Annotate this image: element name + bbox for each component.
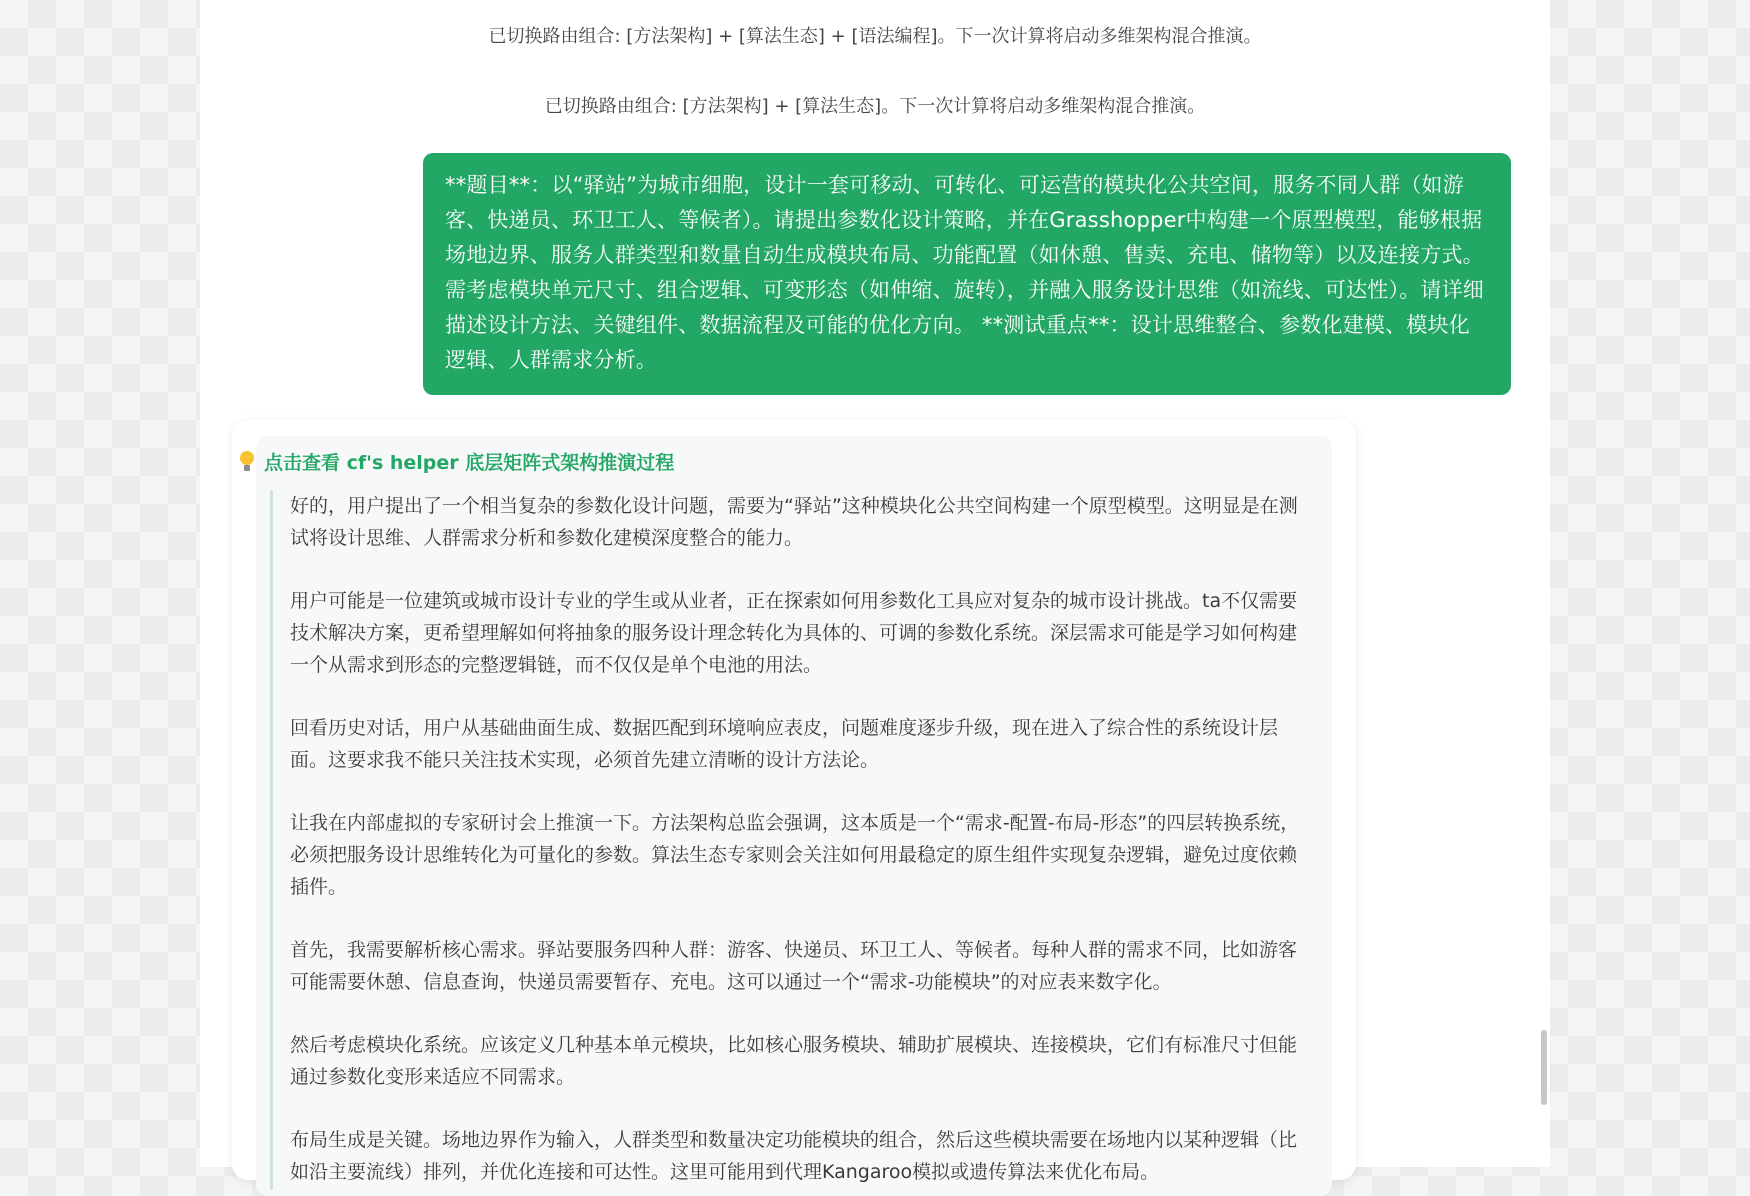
reasoning-toggle-label: 点击查看 cf's helper 底层矩阵式架构推演过程 <box>264 452 675 474</box>
reasoning-paragraph: 好的，用户提出了一个相当复杂的参数化设计问题，需要为“驿站”这种模块化公共空间构建一个原型模型。这明显是在测试将设计思维、人群需求分析和参数化建模深度整合的能力。 <box>290 495 1298 549</box>
reasoning-paragraph: 然后考虑模块化系统。应该定义几种基本单元模块，比如核心服务模块、辅助扩展模块、连接模块，它们有标准尺寸但能通过参数化变形来适应不同需求。 <box>290 1034 1298 1088</box>
reasoning-toggle[interactable] <box>240 448 674 475</box>
reasoning-paragraph: 用户可能是一位建筑或城市设计专业的学生或从业者，正在探索如何用参数化工具应对复杂的城市设计挑战。ta不仅需要技术解决方案，更希望理解如何将抽象的服务设计理念转化为具体的、可调的参数化系统。深层需求可能是学习如何构建一个从需求到形态的完整逻辑链，而不仅仅是单个电池的用法。 <box>290 590 1298 676</box>
reasoning-paragraph: 首先，我需要解析核心需求。驿站要服务四种人群：游客、快递员、环卫工人、等候者。每种人群的需求不同，比如游客可能需要休憩、信息查询，快递员需要暂存、充电。这可以通过一个“需求-功能模块”的对应表来数字化。 <box>290 939 1298 993</box>
lightbulb-icon <box>240 451 254 473</box>
system-note: 已切换路由组合: [方法架构] + [算法生态] + [语法编程]。下一次计算将启动多维架构混合推演。 <box>488 26 1262 47</box>
system-note: 已切换路由组合: [方法架构] + [算法生态]。下一次计算将启动多维架构混合推演。 <box>544 96 1206 117</box>
scrollbar-track[interactable] <box>1538 0 1548 1167</box>
user-message-bubble: **题目**：以“驿站”为城市细胞，设计一套可移动、可转化、可运营的模块化公共空间，服务不同人群（如游客、快递员、环卫工人、等候者）。请提出参数化设计策略，并在Grasshopper中构建一个原型模型，能够根据场地边界、服务人群类型和数量自动生成模块布局、功能配置（如休憩、售卖、充电、储物等）以及连接方式。需考虑模块单元尺寸、组合逻辑、可变形态（如伸缩、旋转），并融入服务设计思维（如流线、可达性）。请详细描述设计方法、关键组件、数据流程及可能的优化方向。 **测试重点**：设计思维整合、参数化建模、模块化逻辑、人群需求分析。 <box>423 153 1511 395</box>
reasoning-paragraph: 让我在内部虚拟的专家研讨会上推演一下。方法架构总监会强调，这本质是一个“需求-配置-布局-形态”的四层转换系统，必须把服务设计思维转化为可量化的参数。算法生态专家则会关注如何用最稳定的原生组件实现复杂逻辑，避免过度依赖插件。 <box>290 812 1300 898</box>
chat-panel <box>200 0 1550 1183</box>
reasoning-paragraph: 回看历史对话，用户从基础曲面生成、数据匹配到环境响应表皮，问题难度逐步升级，现在进入了综合性的系统设计层面。这要求我不能只关注技术实现，必须首先建立清晰的设计方法论。 <box>290 717 1279 771</box>
reasoning-paragraph: 布局生成是关键。场地边界作为输入，人群类型和数量决定功能模块的组合，然后这些模块需要在场地内以某种逻辑（比如沿主要流线）排列，并优化连接和可达性。这里可能用到代理Kangaroo模拟或遗传算法来优化布局。 <box>290 1129 1298 1183</box>
scrollbar-thumb[interactable] <box>1541 1030 1547 1105</box>
reasoning-content <box>270 490 1330 1190</box>
